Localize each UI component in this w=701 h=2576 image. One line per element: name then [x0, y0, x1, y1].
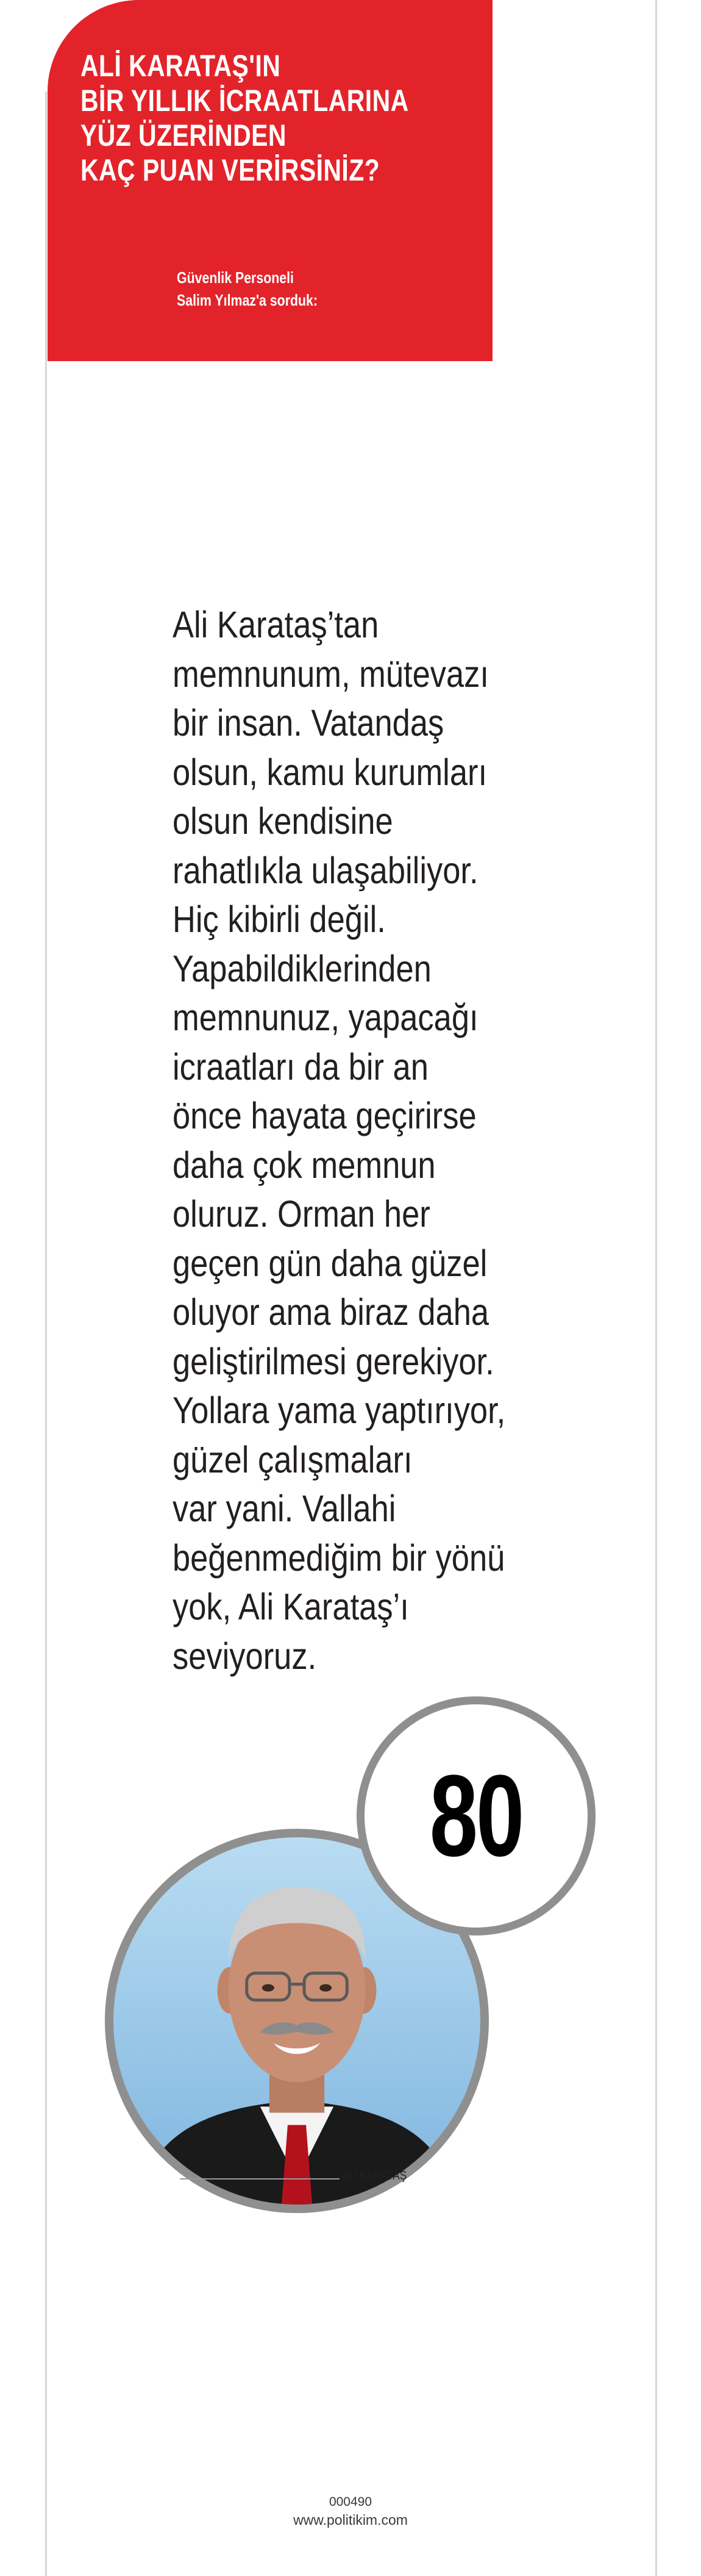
headline-line: YÜZ ÜZERİNDEN [80, 118, 286, 152]
quote-line: Yollara yama yaptırıyor, [173, 1390, 506, 1431]
quote-line: bir insan. Vatandaş [173, 702, 444, 744]
quote-line: önce hayata geçirirse [173, 1095, 477, 1136]
interviewee-name: Salim Yılmaz'a sorduk: [177, 291, 318, 309]
quote-line: memnunum, mütevazı [173, 653, 489, 695]
right-guide-line [655, 0, 657, 2576]
headline-line: KAÇ PUAN VERİRSİNİZ? [80, 153, 380, 187]
headline [80, 49, 409, 188]
quote-line: beğenmediğim bir yönü [173, 1537, 505, 1579]
quote-line: güzel çalışmaları [173, 1438, 413, 1480]
eye-right [319, 1984, 332, 1992]
quote-line: geliştirilmesi gerekiyor. [173, 1340, 494, 1382]
quote-line: yok, Ali Karataş’ı [173, 1586, 409, 1627]
score-value: 80 [429, 1751, 523, 1881]
quote-line: daha çok memnun [173, 1144, 436, 1186]
score-badge [357, 1696, 596, 1936]
quote-line: seviyoruz. [173, 1635, 317, 1677]
interviewee-role: Güvenlik Personeli [177, 268, 294, 287]
interviewee-credit [177, 267, 377, 312]
quote-line: oluyor ama biraz daha [173, 1291, 489, 1333]
headline-line: ALİ KARATAŞ'IN [80, 49, 281, 83]
quote-line: Ali Karataş’tan [173, 604, 379, 645]
quote-line: Yapabildiklerinden [173, 947, 432, 989]
portrait-caption: ALİ KARATAŞ [341, 2169, 407, 2183]
footer-code: 000490 [329, 2495, 372, 2509]
quote-body [173, 600, 508, 1681]
quote-line: olsun, kamu kurumları [173, 751, 488, 793]
left-guide-line [45, 91, 47, 2576]
quote-line: memnunuz, yapacağı [173, 997, 479, 1038]
footer-url: www.politikim.com [293, 2512, 408, 2528]
headline-line: BİR YILLIK İCRAATLARINA [80, 84, 409, 118]
quote-line: icraatları da bir an [173, 1046, 429, 1088]
quote-line: rahatlıkla ulaşabiliyor. [173, 849, 479, 891]
quote-line: geçen gün daha güzel [173, 1242, 488, 1284]
quote-line: oluruz. Orman her [173, 1193, 430, 1235]
caption-divider [180, 2178, 340, 2180]
quote-line: olsun kendisine [173, 800, 393, 842]
quote-line: var yani. Vallahi [173, 1488, 396, 1529]
eye-left [262, 1984, 274, 1992]
quote-line: Hiç kibirli değil. [173, 899, 386, 940]
